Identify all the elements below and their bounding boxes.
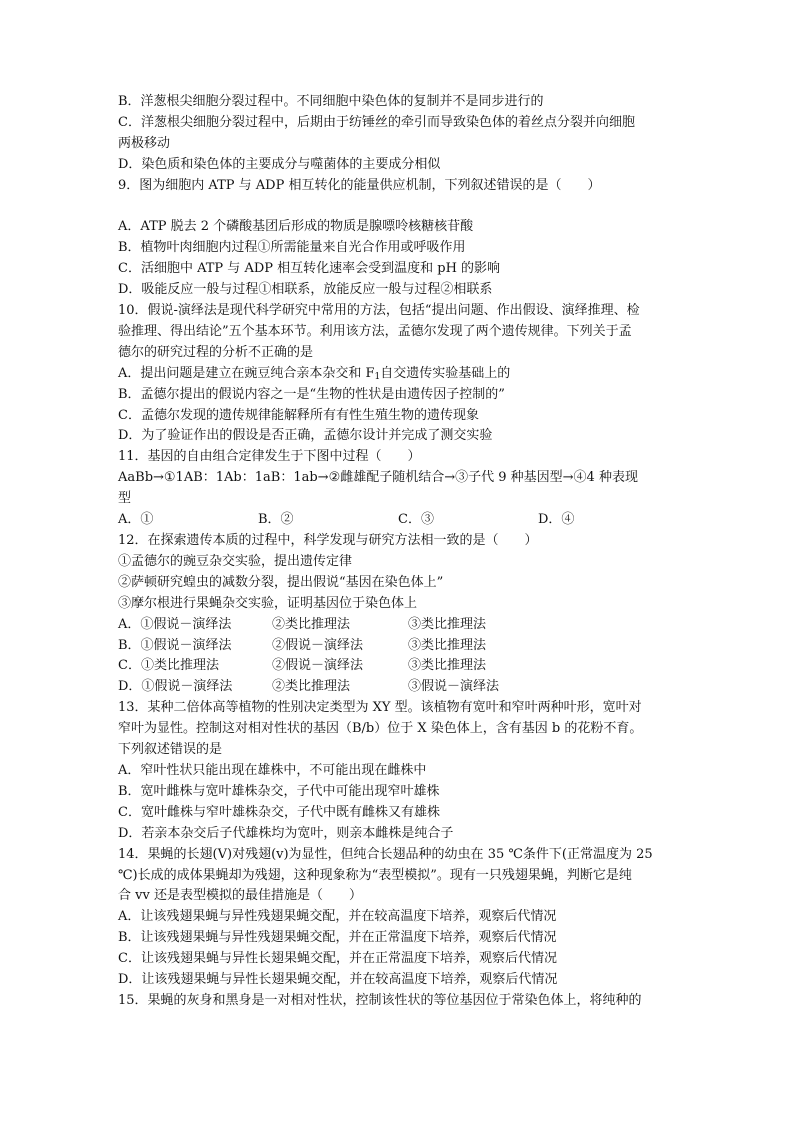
q11-option-d: D．④ [538,512,575,528]
q12-option-a: A．①假说－演绎法 ②类比推理法 ③类比推理法 [118,616,487,632]
q14-option-b: B．让该残翅果蝇与异性残翅果蝇交配，并在正常温度下培养，观察后代情况 [118,930,557,946]
q9-option-a: A．ATP 脱去 2 个磷酸基团后形成的物质是腺嘌呤核糖核苷酸 [118,219,474,235]
q8-option-b: B．洋葱根尖细胞分裂过程中。不同细胞中染色体的复制并不是同步进行的 [118,94,544,109]
q9-option-d: D．吸能反应一般与过程①相联系，放能反应一般与过程②相联系 [118,282,493,298]
q10-stem-line1: 10．假说-演绎法是现代科学研究中常用的方法，包括“提出问题、作出假设、演绎推理、检 [118,303,640,319]
q11-options [118,510,678,531]
q11-option-b: B．② [258,512,294,528]
q14-stem-line3: 合 vv 还是表型模拟的最佳措施是（ ） [118,888,362,904]
q11-option-a: A．① [118,512,154,528]
q14-option-c: C．让该残翅果蝇与异性长翅果蝇交配，并在正常温度下培养，观察后代情况 [118,951,557,967]
q12-stem: 12．在探索遗传本质的过程中，科学发现与研究方法相一致的是（ ） [118,533,538,549]
q12-statement-2: ②萨顿研究蝗虫的减数分裂，提出假说“基因在染色体上” [118,574,444,590]
q13-stem-line2: 窄叶为显性。控制这对相对性状的基因（B/b）位于 X 染色体上，含有基因 b 的花粉不育。 [118,721,643,737]
q10-stem-line2: 验推理、得出结论”五个基本环节。利用该方法，孟德尔发现了两个遗传规律。下列关于孟 [118,323,632,339]
q12-option-b: B．①假说－演绎法 ②假说－演绎法 ③类比推理法 [118,637,487,653]
q10-option-d: D．为了验证作出的假设是否正确，孟德尔设计并完成了测交实验 [118,428,493,444]
q12-statement-1: ①孟德尔的豌豆杂交实验，提出遗传定律 [118,553,353,569]
q14-option-a: A．让该残翅果蝇与异性残翅果蝇交配，并在较高温度下培养，观察后代情况 [118,909,557,925]
q11-flow-line2: 型 [118,491,132,507]
q12-option-d: D．①假说－演绎法 ②类比推理法 ③假说－演绎法 [118,679,500,695]
q13-stem-line1: 13．某种二倍体高等植物的性别决定类型为 XY 型。该植物有宽叶和窄叶两种叶形，宽叶对 [118,700,642,716]
document-body [118,92,678,1012]
q14-stem-line2: ℃)长成的成体果蝇却为残翅，这种现象称为“表型模拟”。现有一只残翅果蝇，判断它是纯 [118,867,632,883]
q12-statement-3: ③摩尔根进行果蝇杂交实验，证明基因位于染色体上 [118,595,418,611]
q10-stem-line3: 德尔的研究过程的分析不正确的是 [118,344,314,360]
q8-option-c-line1: C．洋葱根尖细胞分裂过程中，后期由于纺锤丝的牵引而导致染色体的着丝点分裂并向细胞 [118,114,635,130]
q9-stem: 9．图为细胞内 ATP 与 ADP 相互转化的能量供应机制，下列叙述错误的是（ ） [118,177,601,193]
q12-option-c: C．①类比推理法 ②假说－演绎法 ③类比推理法 [118,658,487,674]
q9-option-c: C．活细胞中 ATP 与 ADP 相互转化速率会受到温度和 pH 的影响 [118,261,501,277]
q13-option-b: B．宽叶雌株与宽叶雄株杂交，子代中可能出现窄叶雄株 [118,783,440,799]
q13-option-c: C．宽叶雌株与窄叶雄株杂交，子代中既有雌株又有雄株 [118,804,440,820]
q15-stem-line1: 15．果蝇的灰身和黑身是一对相对性状，控制该性状的等位基因位于常染色体上，将纯种的 [118,992,642,1008]
q14-option-d: D．让该残翅果蝇与异性长翅果蝇交配，并在较高温度下培养，观察后代情况 [118,972,558,988]
q9-option-b: B．植物叶肉细胞内过程①所需能量来自光合作用或呼吸作用 [118,240,466,256]
q11-flow-line1: AaBb→①1AB：1Ab：1aB：1ab→②雌雄配子随机结合→③子代 9 种基因型→④4 种表现 [118,470,638,486]
q14-stem-line1: 14．果蝇的长翅(V)对残翅(v)为显性，但纯合长翅品种的幼虫在 35 ℃条件下(正常温度为 25 [118,846,653,862]
q13-option-a: A．窄叶性状只能出现在雄株中，不可能出现在雌株中 [118,762,427,778]
q11-stem: 11．基因的自由组合定律发生于下图中过程（ ） [118,449,421,465]
q10-option-b: B．孟德尔提出的假说内容之一是“生物的性状是由遗传因子控制的” [118,386,505,402]
q11-option-c: C．③ [398,512,434,528]
q10-option-c: C．孟德尔发现的遗传规律能解释所有有性生殖生物的遗传现象 [118,407,479,423]
q8-option-c-line2: 两极移动 [118,135,171,151]
q9-figure-space [118,197,678,218]
q13-option-d: D．若亲本杂交后子代雄株均为宽叶，则亲本雌株是纯合子 [118,825,454,841]
q10-option-a: A．提出问题是建立在豌豆纯合亲本杂交和 $F_1$自交遗传实验基础上的 [118,365,511,382]
q13-stem-line3: 下列叙述错误的是 [118,742,223,758]
q8-option-d: D．染色质和染色体的主要成分与噬菌体的主要成分相似 [118,156,441,172]
